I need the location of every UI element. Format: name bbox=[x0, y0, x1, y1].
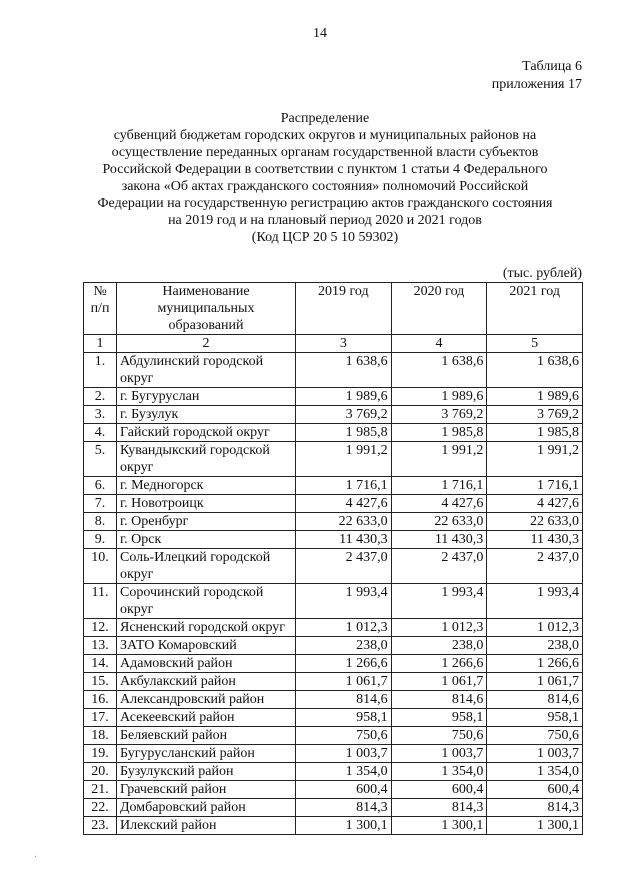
municipality-name: Беляевский район bbox=[117, 727, 296, 745]
table-reference-line: Таблица 6 bbox=[522, 59, 582, 74]
row-number: 12. bbox=[84, 619, 117, 637]
value-2020: 600,4 bbox=[391, 781, 487, 799]
value-2019: 1 300,1 bbox=[296, 817, 392, 835]
heading-line: закона «Об актах гражданского состояния» полномочий Российской bbox=[121, 179, 529, 194]
municipality-name: Гайский городской округ bbox=[117, 424, 296, 442]
row-number: 14. bbox=[84, 655, 117, 673]
table-row bbox=[84, 655, 583, 673]
row-number: 4. bbox=[84, 424, 117, 442]
table-row bbox=[84, 619, 583, 637]
municipality-name: г. Бугуруслан bbox=[117, 388, 296, 406]
row-number: 21. bbox=[84, 781, 117, 799]
value-2020: 958,1 bbox=[391, 709, 487, 727]
row-number: 9. bbox=[84, 531, 117, 549]
municipality-name: Акбулакский район bbox=[117, 673, 296, 691]
table-row bbox=[84, 584, 583, 619]
value-2019: 2 437,0 bbox=[296, 549, 392, 584]
value-2021: 3 769,2 bbox=[487, 406, 583, 424]
heading-line: субвенций бюджетам городских округов и муниципальных районов на bbox=[113, 128, 537, 143]
municipality-name: Грачевский район bbox=[117, 781, 296, 799]
heading-line: на 2019 год и на плановый период 2020 и 2021 годов bbox=[168, 213, 482, 228]
value-2021: 1 985,8 bbox=[487, 424, 583, 442]
value-2021: 1 991,2 bbox=[487, 442, 583, 477]
municipality-name: г. Оренбург bbox=[117, 513, 296, 531]
value-2019: 11 430,3 bbox=[296, 531, 392, 549]
row-number: 3. bbox=[84, 406, 117, 424]
document-heading bbox=[70, 110, 580, 246]
value-2019: 1 003,7 bbox=[296, 745, 392, 763]
value-2020: 1 991,2 bbox=[391, 442, 487, 477]
municipality-name: Домбаровский район bbox=[117, 799, 296, 817]
value-2019: 3 769,2 bbox=[296, 406, 392, 424]
value-2019: 238,0 bbox=[296, 637, 392, 655]
table-row bbox=[84, 549, 583, 584]
row-number: 18. bbox=[84, 727, 117, 745]
value-2020: 4 427,6 bbox=[391, 495, 487, 513]
value-2021: 750,6 bbox=[487, 727, 583, 745]
header-num-line: п/п bbox=[90, 301, 110, 316]
header-name-line: муниципальных bbox=[157, 301, 255, 316]
value-2019: 814,6 bbox=[296, 691, 392, 709]
municipality-name: Соль-Илецкий городской округ bbox=[117, 549, 296, 584]
table-row bbox=[84, 727, 583, 745]
subventions-table bbox=[83, 282, 583, 835]
row-number: 8. bbox=[84, 513, 117, 531]
table-row bbox=[84, 424, 583, 442]
table-row bbox=[84, 513, 583, 531]
value-2019: 1 354,0 bbox=[296, 763, 392, 781]
column-index-cell: 3 bbox=[296, 335, 392, 353]
value-2019: 1 012,3 bbox=[296, 619, 392, 637]
row-number: 5. bbox=[84, 442, 117, 477]
heading-line: (Код ЦСР 20 5 10 59302) bbox=[251, 230, 399, 245]
value-2021: 22 633,0 bbox=[487, 513, 583, 531]
units-label: (тыс. рублей) bbox=[502, 266, 582, 281]
value-2021: 814,6 bbox=[487, 691, 583, 709]
value-2019: 1 061,7 bbox=[296, 673, 392, 691]
value-2021: 1 003,7 bbox=[487, 745, 583, 763]
value-2021: 4 427,6 bbox=[487, 495, 583, 513]
municipality-name: Александровский район bbox=[117, 691, 296, 709]
row-number: 19. bbox=[84, 745, 117, 763]
value-2020: 1 003,7 bbox=[391, 745, 487, 763]
header-2021: 2021 год bbox=[487, 283, 583, 335]
value-2021: 1 716,1 bbox=[487, 477, 583, 495]
municipality-name: г. Бузулук bbox=[117, 406, 296, 424]
table-row bbox=[84, 781, 583, 799]
value-2021: 1 989,6 bbox=[487, 388, 583, 406]
header-num bbox=[84, 283, 117, 335]
row-number: 22. bbox=[84, 799, 117, 817]
table-reference-line: приложения 17 bbox=[491, 77, 582, 92]
value-2020: 22 633,0 bbox=[391, 513, 487, 531]
value-2019: 958,1 bbox=[296, 709, 392, 727]
table-row bbox=[84, 709, 583, 727]
row-number: 10. bbox=[84, 549, 117, 584]
value-2019: 1 991,2 bbox=[296, 442, 392, 477]
page-number: 14 bbox=[313, 26, 327, 41]
table-row bbox=[84, 799, 583, 817]
table-row bbox=[84, 531, 583, 549]
value-2021: 1 354,0 bbox=[487, 763, 583, 781]
header-num-line: № bbox=[93, 284, 107, 299]
header-name-line: Наименование bbox=[162, 284, 250, 299]
municipality-name: Ясненский городской округ bbox=[117, 619, 296, 637]
table-row bbox=[84, 763, 583, 781]
value-2019: 22 633,0 bbox=[296, 513, 392, 531]
table-row bbox=[84, 477, 583, 495]
value-2020: 1 993,4 bbox=[391, 584, 487, 619]
column-index-cell: 1 bbox=[84, 335, 117, 353]
header-2019: 2019 год bbox=[296, 283, 392, 335]
value-2020: 238,0 bbox=[391, 637, 487, 655]
municipality-name: Бузулукский район bbox=[117, 763, 296, 781]
row-number: 6. bbox=[84, 477, 117, 495]
municipality-name: Асекеевский район bbox=[117, 709, 296, 727]
value-2020: 1 716,1 bbox=[391, 477, 487, 495]
row-number: 7. bbox=[84, 495, 117, 513]
value-2019: 1 716,1 bbox=[296, 477, 392, 495]
value-2019: 1 993,4 bbox=[296, 584, 392, 619]
value-2021: 1 266,6 bbox=[487, 655, 583, 673]
value-2019: 814,3 bbox=[296, 799, 392, 817]
value-2021: 958,1 bbox=[487, 709, 583, 727]
value-2019: 4 427,6 bbox=[296, 495, 392, 513]
heading-line: Федерации на государственную регистрацию актов гражданского состояния bbox=[97, 196, 553, 211]
value-2020: 814,3 bbox=[391, 799, 487, 817]
header-2020: 2020 год bbox=[391, 283, 487, 335]
municipality-name: ЗАТО Комаровский bbox=[117, 637, 296, 655]
value-2020: 1 638,6 bbox=[391, 353, 487, 388]
value-2019: 1 266,6 bbox=[296, 655, 392, 673]
municipality-name: Кувандыкский городской округ bbox=[117, 442, 296, 477]
heading-line: Распределение bbox=[280, 111, 370, 126]
value-2020: 3 769,2 bbox=[391, 406, 487, 424]
value-2020: 1 985,8 bbox=[391, 424, 487, 442]
value-2020: 1 061,7 bbox=[391, 673, 487, 691]
value-2021: 238,0 bbox=[487, 637, 583, 655]
value-2020: 1 300,1 bbox=[391, 817, 487, 835]
value-2019: 1 985,8 bbox=[296, 424, 392, 442]
value-2021: 1 061,7 bbox=[487, 673, 583, 691]
table-row bbox=[84, 691, 583, 709]
municipality-name: Бугурусланский район bbox=[117, 745, 296, 763]
row-number: 11. bbox=[84, 584, 117, 619]
value-2021: 2 437,0 bbox=[487, 549, 583, 584]
header-name bbox=[117, 283, 296, 335]
value-2021: 1 993,4 bbox=[487, 584, 583, 619]
value-2019: 750,6 bbox=[296, 727, 392, 745]
value-2021: 814,3 bbox=[487, 799, 583, 817]
column-index-row bbox=[84, 335, 583, 353]
municipality-name: Илекский район bbox=[117, 817, 296, 835]
municipality-name: г. Медногорск bbox=[117, 477, 296, 495]
column-index-cell: 5 bbox=[487, 335, 583, 353]
value-2019: 1 989,6 bbox=[296, 388, 392, 406]
municipality-name: г. Орск bbox=[117, 531, 296, 549]
value-2020: 1 354,0 bbox=[391, 763, 487, 781]
value-2020: 1 266,6 bbox=[391, 655, 487, 673]
row-number: 15. bbox=[84, 673, 117, 691]
value-2021: 1 012,3 bbox=[487, 619, 583, 637]
table-row bbox=[84, 637, 583, 655]
header-name-line: образований bbox=[168, 318, 244, 333]
scan-speck: · bbox=[34, 852, 38, 863]
row-number: 17. bbox=[84, 709, 117, 727]
table-row bbox=[84, 673, 583, 691]
value-2021: 11 430,3 bbox=[487, 531, 583, 549]
heading-line: Российской Федерации в соответствии с пунктом 1 статьи 4 Федерального bbox=[102, 162, 548, 177]
table-row bbox=[84, 817, 583, 835]
table-row bbox=[84, 442, 583, 477]
heading-line: осуществление переданных органам государственной власти субъектов bbox=[111, 145, 539, 160]
row-number: 1. bbox=[84, 353, 117, 388]
municipality-name: Абдулинский городской округ bbox=[117, 353, 296, 388]
table-row bbox=[84, 745, 583, 763]
table-row bbox=[84, 388, 583, 406]
table-row bbox=[84, 406, 583, 424]
table-reference bbox=[492, 58, 582, 94]
column-index-cell: 4 bbox=[391, 335, 487, 353]
municipality-name: Адамовский район bbox=[117, 655, 296, 673]
row-number: 20. bbox=[84, 763, 117, 781]
table-row bbox=[84, 495, 583, 513]
value-2020: 1 012,3 bbox=[391, 619, 487, 637]
value-2020: 814,6 bbox=[391, 691, 487, 709]
municipality-name: г. Новотроицк bbox=[117, 495, 296, 513]
value-2020: 1 989,6 bbox=[391, 388, 487, 406]
value-2020: 2 437,0 bbox=[391, 549, 487, 584]
value-2021: 1 300,1 bbox=[487, 817, 583, 835]
table-header-row bbox=[84, 283, 583, 335]
column-index-cell: 2 bbox=[117, 335, 296, 353]
municipality-name: Сорочинский городской округ bbox=[117, 584, 296, 619]
value-2020: 11 430,3 bbox=[391, 531, 487, 549]
value-2020: 750,6 bbox=[391, 727, 487, 745]
table-row bbox=[84, 353, 583, 388]
value-2019: 600,4 bbox=[296, 781, 392, 799]
value-2021: 1 638,6 bbox=[487, 353, 583, 388]
value-2021: 600,4 bbox=[487, 781, 583, 799]
row-number: 16. bbox=[84, 691, 117, 709]
row-number: 23. bbox=[84, 817, 117, 835]
row-number: 13. bbox=[84, 637, 117, 655]
row-number: 2. bbox=[84, 388, 117, 406]
value-2019: 1 638,6 bbox=[296, 353, 392, 388]
